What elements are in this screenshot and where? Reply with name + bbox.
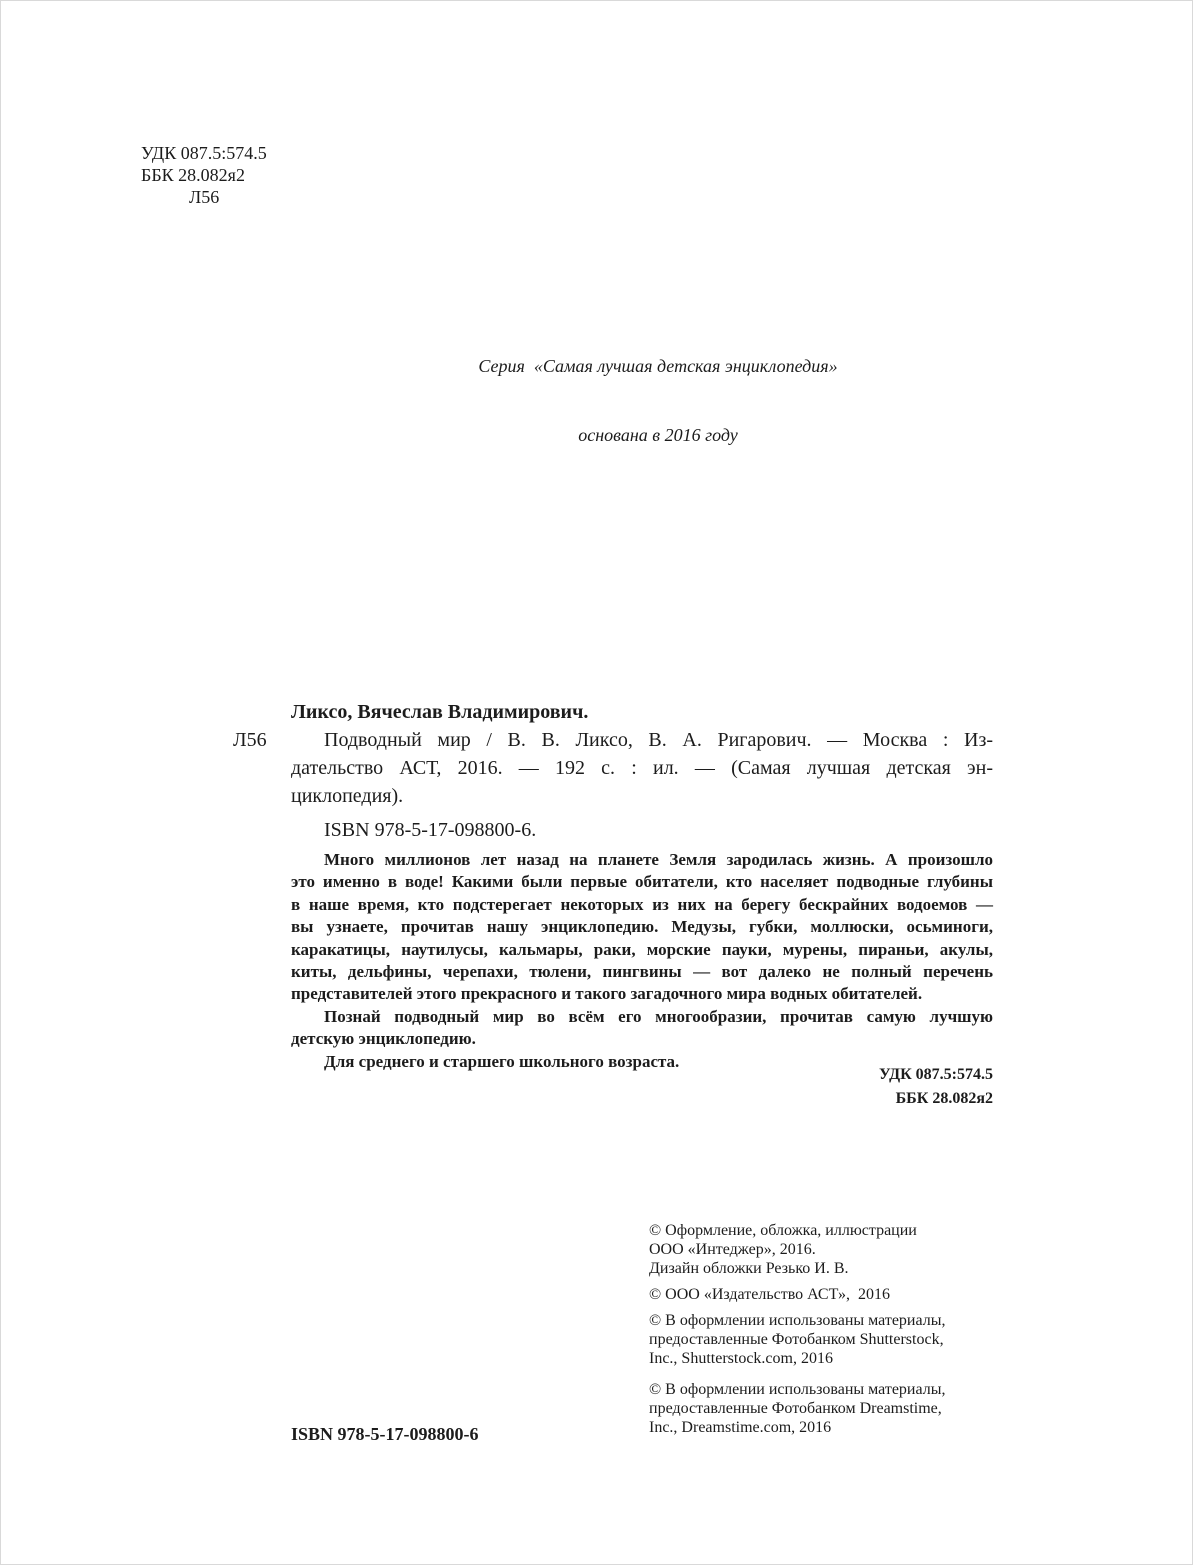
- series-founded-line: основана в 2016 году: [578, 425, 738, 445]
- series-note: [307, 309, 1009, 493]
- copyright-entry-dreamstime: © В оформлении использованы материалы, предоставленные Фотобанком Dreamstime, Inc., Dreamstime.com, 2016: [649, 1381, 946, 1436]
- series-title: Серия «Самая лучшая детская энциклопедия»: [478, 356, 838, 376]
- author-sign-code: Л56: [189, 187, 220, 207]
- udk-code-bottom: УДК 087.5:574.5: [878, 1066, 993, 1083]
- bottom-classification-block: [701, 1063, 993, 1111]
- annotation-paragraph: Познай подводный мир во всём его многообразии, прочитав самую лучшую детскую энциклопедию.: [291, 1006, 993, 1049]
- catalog-isbn: ISBN 978-5-17-098800-6.: [324, 819, 537, 841]
- catalog-entry: [291, 698, 993, 1073]
- udk-code: УДК 087.5:574.5: [141, 143, 267, 163]
- annotation-paragraph: Для среднего и старшего школьного возраста.: [324, 1051, 680, 1071]
- bbk-code-bottom: ББК 28.082я2: [895, 1090, 993, 1107]
- copyright-block: [649, 1221, 1049, 1444]
- margin-author-sign: Л56: [233, 729, 267, 751]
- copyright-entry-design: © Оформление, обложка, иллюстрации ООО «Интеджер», 2016. Дизайн обложки Резько И. В.: [649, 1222, 917, 1277]
- footer-isbn: ISBN 978-5-17-098800-6: [291, 1424, 479, 1444]
- annotation-block: [291, 849, 993, 1073]
- top-classification-block: [141, 142, 267, 208]
- copyright-entry-publisher: © ООО «Издательство АСТ», 2016: [649, 1286, 890, 1303]
- catalog-author: Ликсо, Вячеслав Владимирович.: [291, 701, 589, 723]
- bbk-code: ББК 28.082я2: [141, 165, 245, 185]
- catalog-description: Подводный мир / В. В. Ликсо, В. А. Ригарович. — Москва : Из- дательство АСТ, 2016. — 192 с. : ил. — (Самая лучшая детская эн- циклопедия).: [291, 729, 993, 807]
- copyright-entry-shutterstock: © В оформлении использованы материалы, предоставленные Фотобанком Shutterstock, Inc., Shutterstock.com, 2016: [649, 1312, 946, 1367]
- annotation-paragraph: Много миллионов лет назад на планете Земля зародилась жизнь. А произошло это именно в воде! Какими были первые обитатели, кто населяет подводные глубины в наше время, кто подстерегает некоторых из них на берегу бескрайних водоемов — вы узнаете, прочитав нашу энциклопедию. Медузы, губки, моллюски, осьминоги, каракатицы, наутилусы, кальмары, раки, морские пауки, мурены, пираньи, акулы, киты, дельфины, черепахи, тюлени, пингвины — вот далеко не полный перечень представителей этого прекрасного и такого загадочного мира водных обитателей.: [291, 850, 993, 1004]
